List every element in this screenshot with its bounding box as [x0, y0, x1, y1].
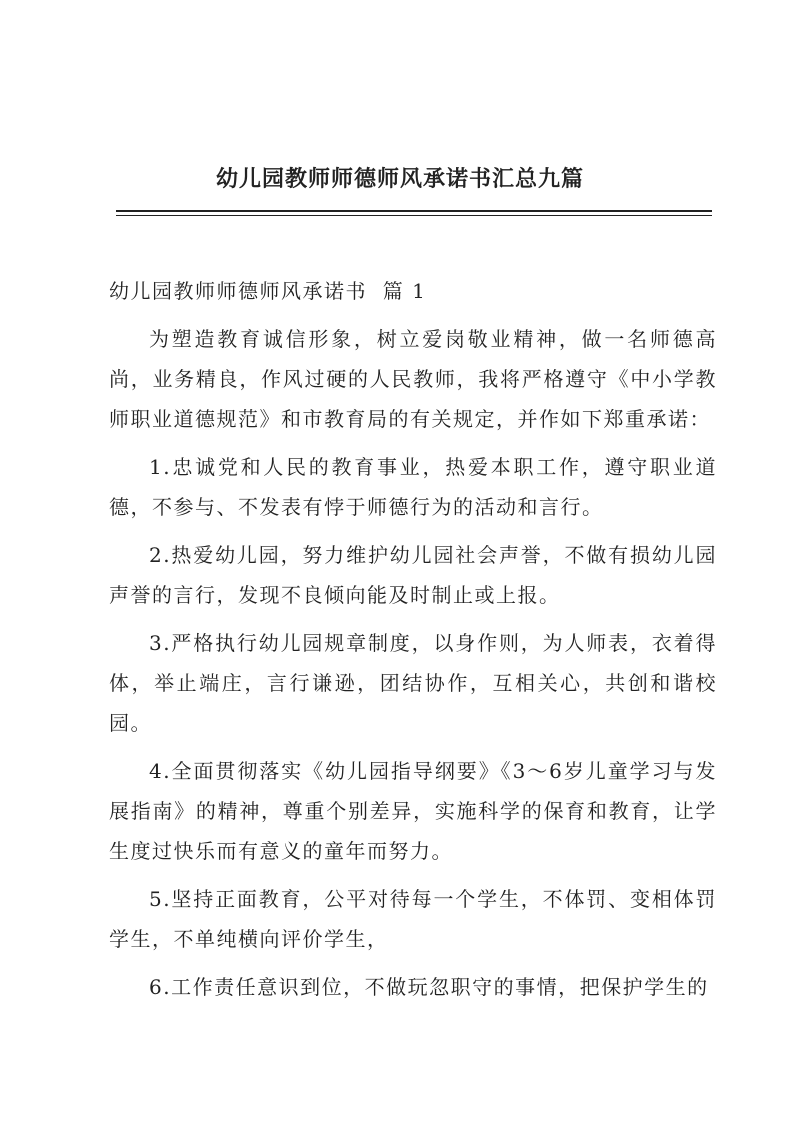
document-title: 幼儿园教师师德师风承诺书汇总九篇 — [215, 166, 584, 192]
paragraph-item-6: 6.工作责任意识到位，不做玩忽职守的事情，把保护学生的 — [149, 975, 709, 999]
section-heading: 幼儿园教师师德师风承诺书 篇 1 — [109, 279, 427, 303]
paragraph-item-2: 2.热爱幼儿园，努力维护幼儿园社会声誉，不做有损幼儿园声誉的言行，发现不良倾向能及时制止或上报。 — [109, 543, 717, 607]
paragraph-item-3: 3.严格执行幼儿园规章制度，以身作则，为人师表，衣着得体，举止端庄，言行谦逊，团结协作，互相关心，共创和谐校园。 — [109, 631, 717, 735]
paragraph-intro: 为塑造教育诚信形象，树立爱岗敬业精神，做一名师德高尚，业务精良，作风过硬的人民教师，我将严格遵守《中小学教师职业道德规范》和市教育局的有关规定，并作如下郑重承诺： — [109, 327, 717, 431]
title-divider — [116, 210, 712, 216]
paragraph-item-5: 5.坚持正面教育，公平对待每一个学生，不体罚、变相体罚学生，不单纯横向评价学生， — [109, 887, 717, 951]
document-body — [109, 271, 717, 1015]
paragraph-item-1: 1.忠诚党和人民的教育事业，热爱本职工作，遵守职业道德，不参与、不发表有悖于师德行为的活动和言行。 — [109, 455, 717, 519]
paragraph-item-4: 4.全面贯彻落实《幼儿园指导纲要》《3～6岁儿童学习与发展指南》的精神，尊重个别差异，实施科学的保育和教育，让学生度过快乐而有意义的童年而努力。 — [109, 759, 717, 863]
